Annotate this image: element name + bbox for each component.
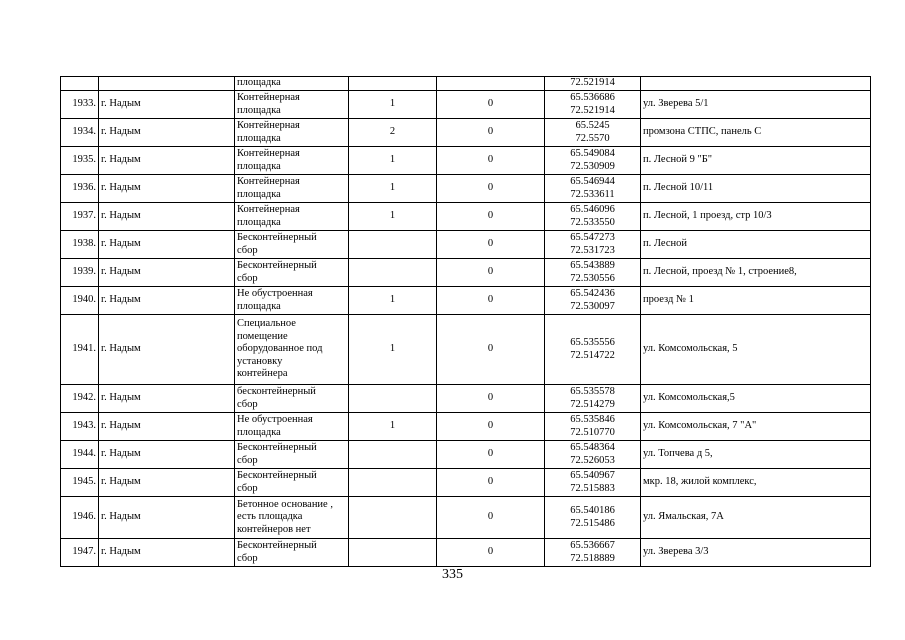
coordinates-cell (545, 469, 641, 497)
longitude: 72.514279 (570, 398, 615, 410)
latitude: 65.549084 (570, 148, 615, 159)
container-count-cell (349, 441, 437, 469)
container-count-cell: 1 (349, 91, 437, 119)
table-row (61, 315, 871, 385)
site-type-line: площадка (237, 300, 281, 312)
row-number: 1935. (61, 147, 99, 175)
latitude: 65.540186 (570, 505, 615, 516)
city-cell: г. Надым (99, 413, 235, 441)
latitude: 65.546944 (570, 176, 615, 187)
table-row (61, 385, 871, 413)
site-type-line: Не обустроенная (237, 414, 313, 425)
volume-cell: 0 (437, 385, 545, 413)
container-count-cell (349, 77, 437, 91)
site-type-cell (235, 385, 349, 413)
address-cell: п. Лесной, 1 проезд, стр 10/3 (641, 203, 871, 231)
site-type-cell (235, 175, 349, 203)
city-cell: г. Надым (99, 441, 235, 469)
volume-cell: 0 (437, 441, 545, 469)
table-row (61, 91, 871, 119)
longitude: 72.533611 (570, 188, 615, 200)
row-number: 1945. (61, 469, 99, 497)
table-row (61, 203, 871, 231)
site-type-cell (235, 77, 349, 91)
city-cell: г. Надым (99, 259, 235, 287)
container-count-cell (349, 497, 437, 539)
container-count-cell (349, 385, 437, 413)
volume-cell: 0 (437, 539, 545, 567)
container-count-cell: 1 (349, 287, 437, 315)
site-type-line: площадка (237, 426, 281, 438)
city-cell: г. Надым (99, 119, 235, 147)
site-type-line: контейнеров нет (237, 523, 311, 535)
row-number: 1946. (61, 497, 99, 539)
site-type-line: сбор (237, 272, 258, 284)
address-cell: п. Лесной (641, 231, 871, 259)
site-type-cell (235, 441, 349, 469)
site-type-line: площадка (237, 104, 281, 116)
latitude: 65.5245 (575, 120, 610, 131)
volume-cell: 0 (437, 147, 545, 175)
latitude: 65.535846 (570, 414, 615, 425)
site-type-line: Контейнерная (237, 148, 300, 159)
site-type-line: помещение (237, 330, 288, 342)
site-type-line: есть площадка (237, 511, 303, 523)
table-row (61, 287, 871, 315)
city-cell: г. Надым (99, 175, 235, 203)
coordinates-cell (545, 119, 641, 147)
volume-cell: 0 (437, 469, 545, 497)
site-type-cell (235, 147, 349, 175)
city-cell: г. Надым (99, 231, 235, 259)
container-count-cell (349, 259, 437, 287)
city-cell: г. Надым (99, 469, 235, 497)
site-type-cell (235, 119, 349, 147)
row-number: 1939. (61, 259, 99, 287)
row-number: 1942. (61, 385, 99, 413)
site-type-cell (235, 287, 349, 315)
address-cell: ул. Зверева 5/1 (641, 91, 871, 119)
volume-cell: 0 (437, 91, 545, 119)
coordinates-cell (545, 441, 641, 469)
latitude: 65.546096 (570, 204, 615, 215)
address-cell: мкр. 18, жилой комплекс, (641, 469, 871, 497)
city-cell: г. Надым (99, 287, 235, 315)
container-count-cell: 1 (349, 413, 437, 441)
city-cell: г. Надым (99, 203, 235, 231)
site-type-cell (235, 539, 349, 567)
longitude: 72.521914 (570, 104, 615, 116)
container-count-cell (349, 469, 437, 497)
longitude: 72.530097 (570, 300, 615, 312)
table-row (61, 469, 871, 497)
latitude: 65.548364 (570, 442, 615, 453)
site-type-line: Контейнерная (237, 204, 300, 215)
site-type-cell (235, 315, 349, 385)
coordinates-cell (545, 259, 641, 287)
row-number (61, 77, 99, 91)
volume-cell: 0 (437, 315, 545, 385)
site-type-cell (235, 497, 349, 539)
longitude: 72.533550 (570, 216, 615, 228)
volume-cell: 0 (437, 287, 545, 315)
address-cell: промзона СТПС, панель С (641, 119, 871, 147)
table-row (61, 497, 871, 539)
latitude: 65.536667 (570, 540, 615, 551)
coordinates-cell (545, 231, 641, 259)
address-cell: п. Лесной 10/11 (641, 175, 871, 203)
address-cell: проезд № 1 (641, 287, 871, 315)
longitude: 72.515883 (570, 482, 615, 494)
table-row (61, 413, 871, 441)
site-type-line: Не обустроенная (237, 288, 313, 299)
container-count-cell: 2 (349, 119, 437, 147)
longitude: 72.526053 (570, 454, 615, 466)
site-type-line: установку (237, 355, 283, 367)
site-type-line: Бесконтейнерный (237, 260, 317, 271)
site-type-cell (235, 203, 349, 231)
site-type-cell (235, 231, 349, 259)
longitude: 72.521914 (570, 77, 615, 89)
row-number: 1943. (61, 413, 99, 441)
coordinates-cell (545, 497, 641, 539)
site-type-line: площадка (237, 188, 281, 200)
coordinates-cell (545, 315, 641, 385)
coordinates-cell (545, 287, 641, 315)
city-cell: г. Надым (99, 147, 235, 175)
latitude: 65.535578 (570, 386, 615, 397)
address-cell: ул. Комсомольская, 7 "А" (641, 413, 871, 441)
row-number: 1934. (61, 119, 99, 147)
site-type-line: Контейнерная (237, 92, 300, 103)
site-type-line: Бесконтейнерный (237, 540, 317, 551)
container-count-cell (349, 539, 437, 567)
longitude: 72.514722 (570, 349, 615, 361)
volume-cell: 0 (437, 259, 545, 287)
page-number: 335 (442, 567, 463, 582)
city-cell: г. Надым (99, 315, 235, 385)
row-number: 1937. (61, 203, 99, 231)
longitude: 72.530556 (570, 272, 615, 284)
site-type-line: оборудованное под (237, 343, 323, 355)
latitude: 65.535556 (570, 337, 615, 348)
row-number: 1944. (61, 441, 99, 469)
coordinates-cell (545, 385, 641, 413)
address-cell: ул. Зверева 3/3 (641, 539, 871, 567)
coordinates-cell (545, 539, 641, 567)
longitude: 72.515486 (570, 517, 615, 529)
container-count-cell: 1 (349, 315, 437, 385)
longitude: 72.518889 (570, 552, 615, 564)
row-number: 1936. (61, 175, 99, 203)
table-row (61, 147, 871, 175)
city-cell: г. Надым (99, 497, 235, 539)
site-type-line: площадка (237, 216, 281, 228)
address-cell: ул. Комсомольская,5 (641, 385, 871, 413)
table-body (61, 77, 871, 567)
site-type-line: бесконтейнерный (237, 386, 316, 397)
volume-cell: 0 (437, 119, 545, 147)
latitude: 65.547273 (570, 232, 615, 243)
row-number: 1938. (61, 231, 99, 259)
volume-cell: 0 (437, 203, 545, 231)
coordinates-cell (545, 203, 641, 231)
table-row (61, 119, 871, 147)
latitude: 65.536686 (570, 92, 615, 103)
longitude: 72.5570 (575, 132, 610, 144)
site-type-line: площадка (237, 77, 281, 89)
volume-cell: 0 (437, 497, 545, 539)
site-type-cell (235, 91, 349, 119)
table-row (61, 441, 871, 469)
volume-cell: 0 (437, 413, 545, 441)
site-type-line: сбор (237, 454, 258, 466)
city-cell: г. Надым (99, 91, 235, 119)
site-type-line: сбор (237, 552, 258, 564)
address-cell: ул. Комсомольская, 5 (641, 315, 871, 385)
table-row (61, 259, 871, 287)
site-type-line: сбор (237, 244, 258, 256)
row-number: 1947. (61, 539, 99, 567)
address-cell: ул. Топчева д 5, (641, 441, 871, 469)
latitude: 65.540967 (570, 470, 615, 481)
row-number: 1933. (61, 91, 99, 119)
container-count-cell: 1 (349, 203, 437, 231)
coordinates-cell (545, 413, 641, 441)
city-cell: г. Надым (99, 539, 235, 567)
coordinates-cell (545, 91, 641, 119)
site-type-line: Бесконтейнерный (237, 232, 317, 243)
latitude: 65.543889 (570, 260, 615, 271)
site-type-line: Бесконтейнерный (237, 442, 317, 453)
longitude: 72.530909 (570, 160, 615, 172)
volume-cell: 0 (437, 175, 545, 203)
site-type-cell (235, 469, 349, 497)
longitude: 72.531723 (570, 244, 615, 256)
address-cell (641, 77, 871, 91)
table-row (61, 77, 871, 91)
table-row (61, 175, 871, 203)
site-type-line: площадка (237, 160, 281, 172)
site-type-line: контейнера (237, 368, 288, 380)
address-cell: п. Лесной 9 "Б" (641, 147, 871, 175)
site-type-line: площадка (237, 132, 281, 144)
city-cell: г. Надым (99, 385, 235, 413)
site-type-line: сбор (237, 398, 258, 410)
longitude: 72.510770 (570, 426, 615, 438)
row-number: 1941. (61, 315, 99, 385)
table-row (61, 539, 871, 567)
address-cell: ул. Ямальская, 7А (641, 497, 871, 539)
site-type-cell (235, 259, 349, 287)
volume-cell (437, 77, 545, 91)
site-type-line: Контейнерная (237, 120, 300, 131)
volume-cell: 0 (437, 231, 545, 259)
coordinates-cell (545, 175, 641, 203)
container-count-cell: 1 (349, 147, 437, 175)
site-type-cell (235, 413, 349, 441)
container-count-cell: 1 (349, 175, 437, 203)
address-cell: п. Лесной, проезд № 1, строение8, (641, 259, 871, 287)
registry-table (60, 76, 871, 567)
site-type-line: сбор (237, 482, 258, 494)
container-count-cell (349, 231, 437, 259)
table-row (61, 231, 871, 259)
site-type-line: Контейнерная (237, 176, 300, 187)
coordinates-cell (545, 77, 641, 91)
latitude: 65.542436 (570, 288, 615, 299)
coordinates-cell (545, 147, 641, 175)
site-type-line: Бетонное основание , (237, 498, 333, 510)
site-type-line: Специальное (237, 318, 296, 330)
site-type-line: Бесконтейнерный (237, 470, 317, 481)
city-cell (99, 77, 235, 91)
row-number: 1940. (61, 287, 99, 315)
